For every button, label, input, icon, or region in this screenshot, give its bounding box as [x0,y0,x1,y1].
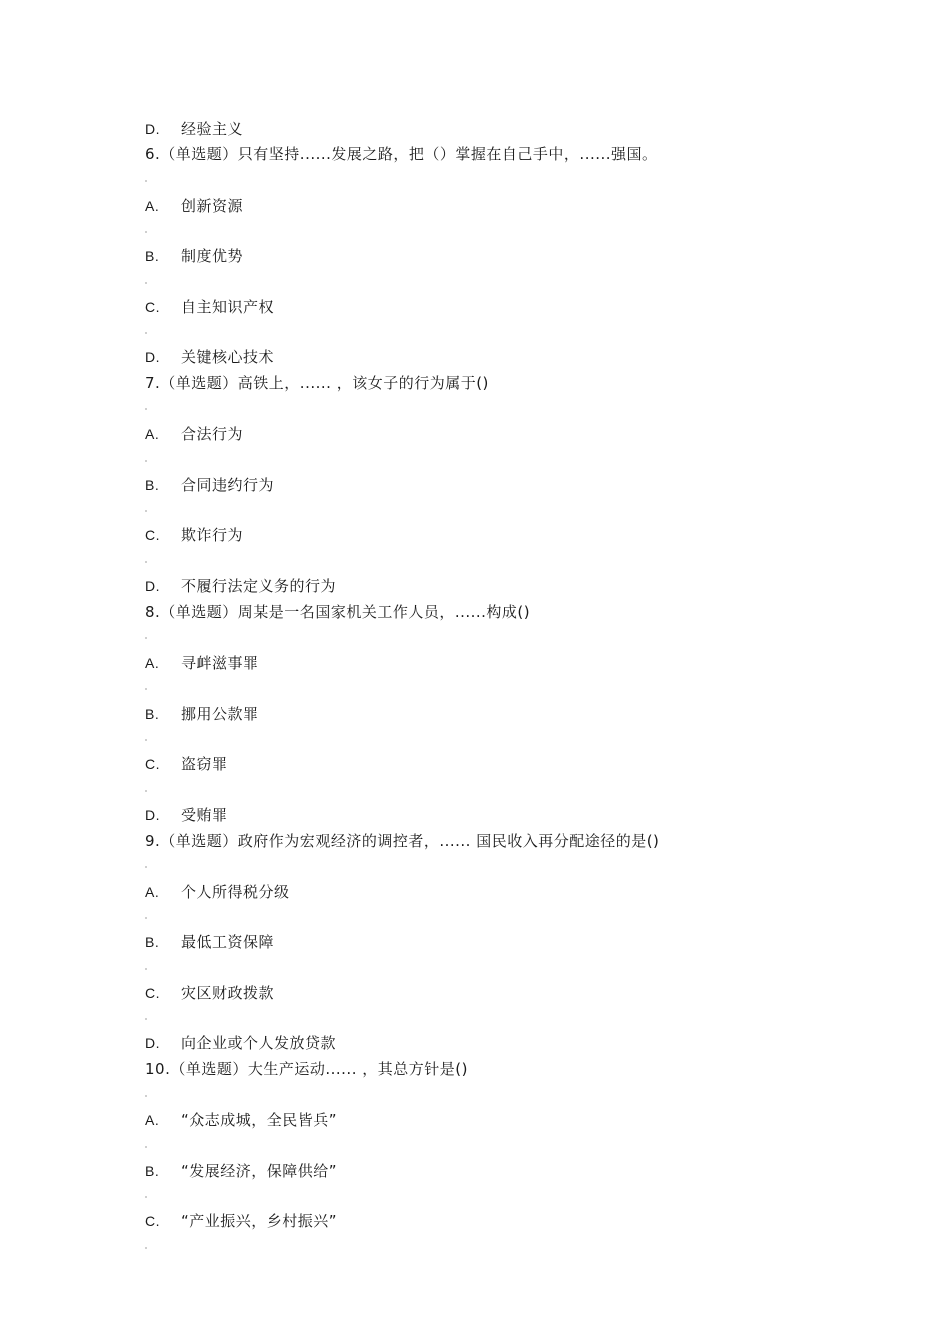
separator-dot [145,790,147,792]
option-letter: B. [145,934,160,950]
option-text: 挪用公款罪 [181,705,259,723]
option-text: 合法行为 [181,425,244,443]
option-letter: D. [145,1035,160,1051]
option-letter: A. [145,1112,160,1128]
option-text: 合同违约行为 [181,476,275,494]
separator-dot [145,1146,147,1148]
option-text: 经验主义 [181,120,244,138]
separator-dot [145,1196,147,1198]
option-line [145,575,336,597]
separator-dot [145,332,147,334]
option-text: 向企业或个人发放贷款 [181,1034,337,1052]
separator-dot [145,282,147,284]
option-line [145,703,259,725]
option-text: 不履行法定义务的行为 [181,577,337,595]
option-letter: D. [145,807,160,823]
option-text: 寻衅滋事罪 [181,654,259,672]
separator-dot [145,561,147,563]
option-text: 个人所得税分级 [181,883,290,901]
option-text: 自主知识产权 [181,298,275,316]
option-letter: B. [145,706,160,722]
separator-dot [145,180,147,182]
question-line: 6.（单选题）只有坚持......发展之路，把（）掌握在自己手中，......强国。 [145,145,658,163]
option-text: 创新资源 [181,197,244,215]
separator-dot [145,739,147,741]
option-line [145,982,274,1004]
separator-dot [145,866,147,868]
option-text: 关键核心技术 [181,348,275,366]
option-line [145,474,274,496]
question-line: 8.（单选题）周某是一名国家机关工作人员，......构成() [145,603,531,621]
separator-dot [145,688,147,690]
option-text: “产业振兴，乡村振兴” [181,1212,338,1230]
separator-dot [145,408,147,410]
option-letter: B. [145,477,160,493]
question-line: 10.（单选题）大生产运动...... ，其总方针是() [145,1060,468,1078]
option-line [145,524,243,546]
option-line [145,245,243,267]
option-line [145,118,243,140]
separator-dot [145,231,147,233]
option-letter: A. [145,884,160,900]
option-letter: B. [145,248,160,264]
option-text: “众志成城，全民皆兵” [181,1111,338,1129]
option-letter: D. [145,349,160,365]
option-text: 受贿罪 [181,806,228,824]
option-letter: A. [145,426,160,442]
option-line [145,296,274,318]
option-letter: C. [145,527,160,543]
option-text: 盗窃罪 [181,755,228,773]
option-letter: A. [145,198,160,214]
option-line [145,195,243,217]
separator-dot [145,1018,147,1020]
option-line [145,931,274,953]
option-letter: D. [145,121,160,137]
question-line: 9.（单选题）政府作为宏观经济的调控者，...... 国民收入再分配途径的是() [145,832,660,850]
separator-dot [145,460,147,462]
option-letter: C. [145,985,160,1001]
option-text: 最低工资保障 [181,933,275,951]
option-letter: C. [145,299,160,315]
option-line [145,1032,336,1054]
option-line [145,881,290,903]
option-line [145,1210,337,1232]
question-line: 7.（单选题）高铁上，...... ，该女子的行为属于() [145,374,489,392]
option-letter: A. [145,655,160,671]
option-line [145,1109,337,1131]
separator-dot [145,637,147,639]
option-text: 制度优势 [181,247,244,265]
option-line [145,423,243,445]
option-text: “发展经济，保障供给” [181,1162,338,1180]
separator-dot [145,917,147,919]
option-text: 灾区财政拨款 [181,984,275,1002]
separator-dot [145,1247,147,1249]
option-letter: C. [145,756,160,772]
option-letter: D. [145,578,160,594]
option-letter: B. [145,1163,160,1179]
option-line [145,804,228,826]
option-line [145,1160,337,1182]
option-line [145,753,228,775]
option-line [145,346,274,368]
option-text: 欺诈行为 [181,526,244,544]
option-line [145,652,259,674]
option-letter: C. [145,1213,160,1229]
separator-dot [145,510,147,512]
separator-dot [145,968,147,970]
separator-dot [145,1095,147,1097]
